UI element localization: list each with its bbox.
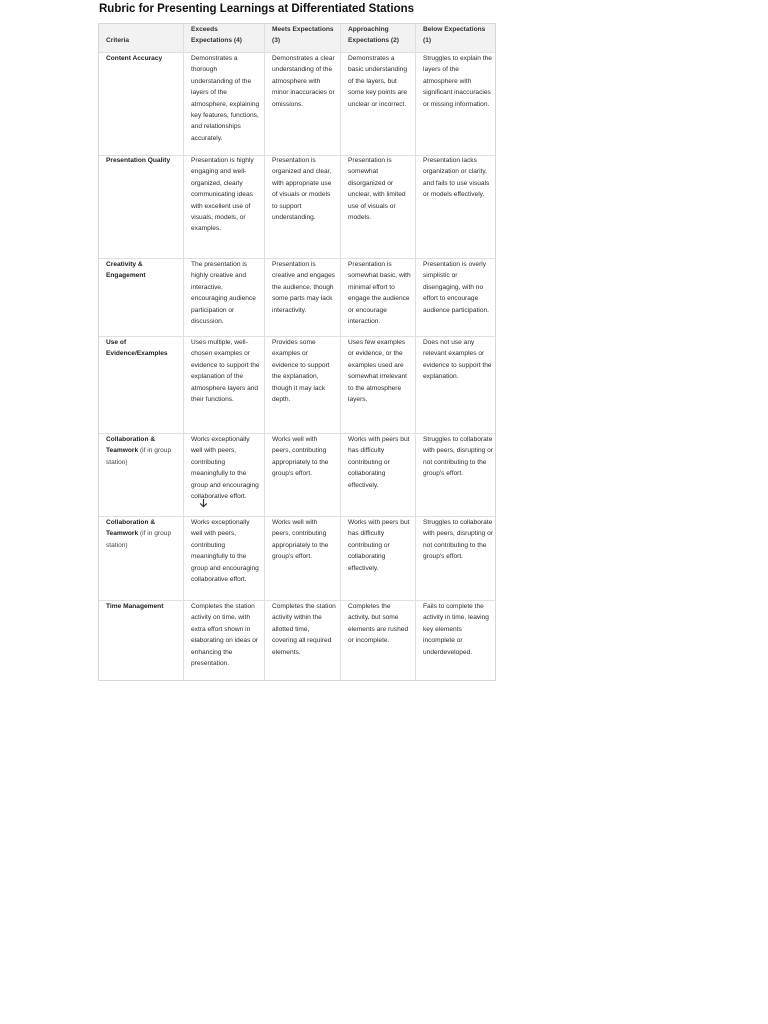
scroll-down-button[interactable]: [197, 497, 209, 509]
meets-cell: Works well with peers, contributing appropriately to the group's effort.: [264, 433, 340, 516]
below-cell: Struggles to collaborate with peers, disrupting or not contributing to the group's effort.: [415, 433, 495, 516]
meets-cell: Demonstrates a clear understanding of the atmosphere with minor inaccuracies or omissions.: [264, 52, 340, 155]
approaching-cell: Demonstrates a basic understanding of the layers, but some key points are unclear or incorrect.: [340, 52, 415, 155]
meets-cell: Works well with peers, contributing appropriately to the group's effort.: [264, 516, 340, 600]
table-row: [99, 336, 495, 434]
approaching-cell: Works with peers but has difficulty contributing or collaborating effectively.: [340, 433, 415, 516]
below-cell: Presentation lacks organization or clarity, and fails to use visuals or models effectively.: [415, 155, 495, 258]
table-header-row: [99, 24, 495, 53]
meets-cell: Completes the station activity within the allotted time, covering all required elements.: [264, 600, 340, 681]
approaching-cell: Completes the activity, but some elements are rushed or incomplete.: [340, 600, 415, 681]
meets-cell: Presentation is creative and engages the audience, though some parts may lack interactivity.: [264, 258, 340, 336]
exceeds-cell: Uses multiple, well-chosen examples or evidence to support the explanation of the atmosphere layers and their functions.: [183, 336, 264, 433]
approaching-cell: Presentation is somewhat basic, with minimal effort to engage the audience or encourage interaction.: [340, 258, 415, 336]
arrow-down-icon: [199, 498, 208, 508]
header-below: Below Expectations (1): [415, 24, 495, 52]
criteria-cell: Creativity & Engagement: [106, 261, 146, 280]
table-row: [99, 52, 495, 156]
criteria-cell: Use of Evidence/Examples: [106, 339, 168, 358]
below-cell: Fails to complete the activity in time, leaving key elements incomplete or underdeveloped.: [415, 600, 495, 681]
meets-cell: Presentation is organized and clear, with appropriate use of visuals or models to support understanding.: [264, 155, 340, 258]
criteria-cell: Presentation Quality: [106, 157, 171, 164]
table-row: [99, 433, 495, 517]
rubric-table: [98, 23, 496, 681]
exceeds-cell: Completes the station activity on time, with extra effort shown in elaborating on ideas or enhancing the presentation.: [183, 600, 264, 681]
table-row: [99, 516, 495, 601]
exceeds-cell: Presentation is highly engaging and well-organized, clearly communicating ideas with excellent use of visuals, models, or examples.: [183, 155, 264, 258]
header-exceeds: Exceeds Expectations (4): [183, 24, 264, 52]
criteria-cell: Time Management: [106, 603, 164, 610]
exceeds-cell: Demonstrates a thorough understanding of the layers of the atmosphere, explaining key features, functions, and relationships accurately.: [183, 52, 264, 155]
below-cell: Struggles to explain the layers of the atmosphere with significant inaccuracies or missing information.: [415, 52, 495, 155]
approaching-cell: Works with peers but has difficulty contributing or collaborating effectively.: [340, 516, 415, 600]
meets-cell: Provides some examples or evidence to support the explanation, though it may lack depth.: [264, 336, 340, 433]
table-row: [99, 258, 495, 337]
table-row: [99, 155, 495, 259]
exceeds-cell: The presentation is highly creative and interactive, encouraging audience participation or discussion.: [183, 258, 264, 336]
criteria-note: (if in group station): [106, 447, 172, 466]
criteria-note: (if in group station): [106, 530, 172, 549]
approaching-cell: Presentation is somewhat disorganized or unclear, with limited use of visuals or models.: [340, 155, 415, 258]
header-approaching: Approaching Expectations (2): [340, 24, 415, 52]
exceeds-cell: Works exceptionally well with peers, contributing meaningfully to the group and encouraging collaborative effort.: [183, 433, 264, 516]
exceeds-cell: Works exceptionally well with peers, contributing meaningfully to the group and encouraging collaborative effort.: [183, 516, 264, 600]
table-row: [99, 600, 495, 681]
header-meets: Meets Expectations (3): [264, 24, 340, 52]
below-cell: Does not use any relevant examples or evidence to support the explanation.: [415, 336, 495, 433]
criteria-cell: Collaboration & Teamwork (if in group station): [106, 436, 172, 466]
header-criteria: Criteria: [106, 37, 130, 44]
below-cell: Presentation is overly simplistic or disengaging, with no effort to encourage audience participation.: [415, 258, 495, 336]
approaching-cell: Uses few examples or evidence, or the examples used are somewhat irrelevant to the atmosphere layers.: [340, 336, 415, 433]
criteria-cell: Collaboration & Teamwork (if in group station): [106, 519, 172, 549]
page-title: Rubric for Presenting Learnings at Differentiated Stations: [99, 3, 415, 15]
below-cell: Struggles to collaborate with peers, disrupting or not contributing to the group's effort.: [415, 516, 495, 600]
criteria-cell: Content Accuracy: [106, 55, 163, 62]
